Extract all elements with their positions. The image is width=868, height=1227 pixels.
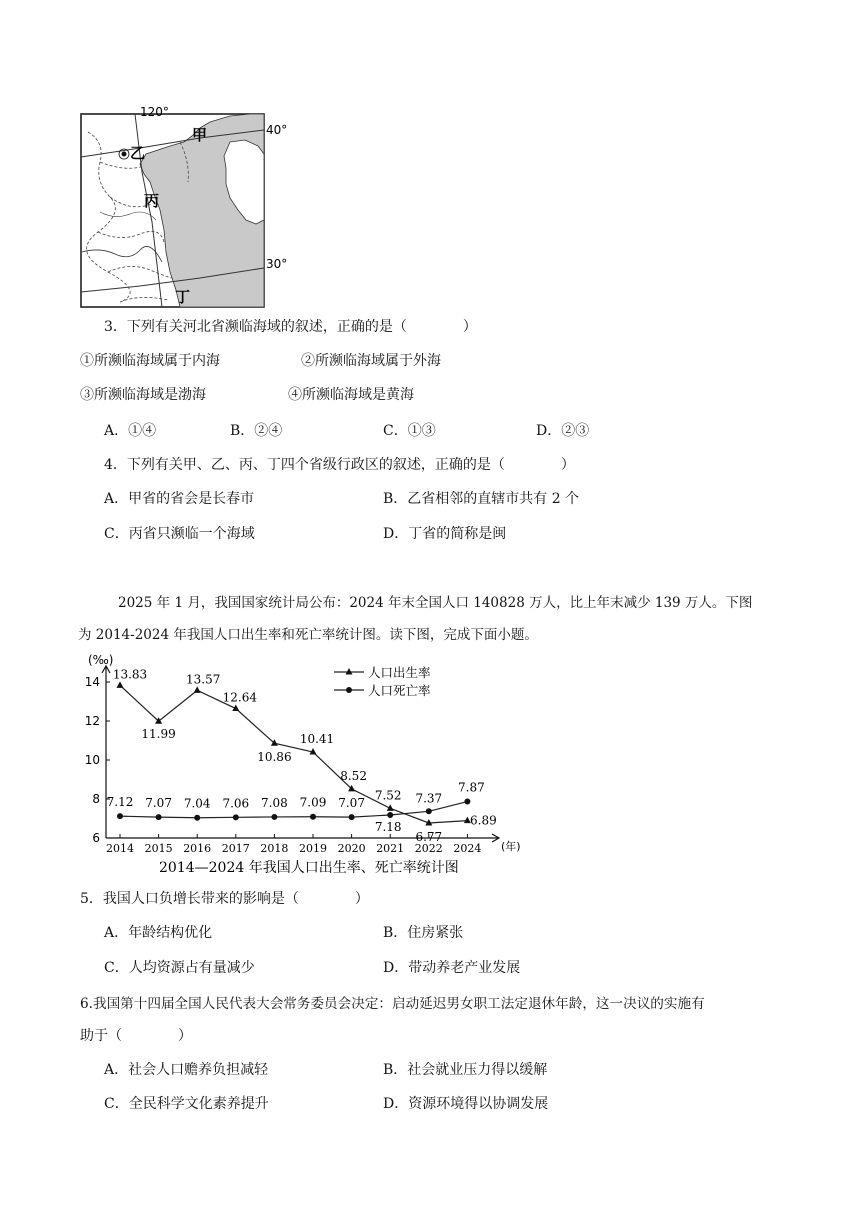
death-rate-point	[349, 814, 355, 820]
death-rate-point	[387, 812, 393, 818]
q6-stem-line-1: 6.我国第十四届全国人民代表大会常务委员会决定：启动延迟男女职工法定退休年龄，这一决议的实施有	[80, 996, 705, 1012]
q3-option-b[interactable]: B．②④	[230, 423, 283, 439]
death-rate-label: 7.12	[106, 795, 134, 810]
x-tick-label: 2021	[376, 842, 405, 855]
legend-label: 人口死亡率	[368, 683, 431, 698]
q6-option-c[interactable]: C．全民科学文化素养提升	[104, 1096, 269, 1112]
region-bing: 丙	[144, 192, 160, 210]
death-rate-point	[310, 814, 316, 820]
x-tick-label: 2024	[453, 842, 482, 855]
region-jia: 甲	[192, 126, 208, 144]
q3-item-2: ②所濒临海域属于外海	[301, 353, 441, 369]
q3-item-4: ④所濒临海域是黄海	[288, 387, 414, 403]
birth-rate-label: 11.99	[141, 727, 176, 742]
y-tick-label: 14	[84, 675, 100, 689]
capital-marker	[122, 152, 127, 157]
y-tick-label: 8	[92, 792, 100, 806]
legend-label: 人口出生率	[368, 665, 431, 680]
death-rate-point	[426, 808, 432, 814]
q4-stem: 4．下列有关甲、乙、丙、丁四个省级行政区的叙述，正确的是（ ）	[104, 457, 575, 473]
q4-option-a[interactable]: A．甲省的省会是长春市	[104, 491, 255, 507]
x-tick-label: 2017	[221, 842, 250, 855]
x-tick-label: 2022	[414, 842, 443, 855]
birth-rate-label: 6.77	[415, 829, 443, 844]
x-tick-label: 2014	[106, 842, 134, 855]
x-tick-label: 2015	[144, 842, 173, 855]
q5-option-a[interactable]: A．年龄结构优化	[104, 925, 213, 941]
x-tick-label: 2016	[183, 842, 212, 855]
region-ding: 丁	[175, 288, 191, 306]
birth-rate-label: 12.64	[222, 690, 257, 705]
death-rate-label: 7.06	[222, 796, 250, 811]
q3-item-3: ③所濒临海域是渤海	[80, 387, 206, 403]
death-rate-label: 7.87	[458, 780, 485, 795]
death-rate-point	[464, 799, 470, 805]
q6-option-d[interactable]: D．资源环境得以协调发展	[383, 1096, 549, 1112]
death-rate-point	[271, 814, 277, 820]
q5-stem: 5．我国人口负增长带来的影响是（ ）	[80, 891, 369, 907]
birth-rate-label: 13.57	[186, 672, 221, 687]
q4-option-d[interactable]: D．丁省的简称是闽	[383, 526, 507, 542]
death-rate-label: 7.04	[183, 796, 211, 811]
death-rate-label: 7.09	[299, 795, 327, 810]
y-tick-label: 10	[84, 753, 100, 767]
q5-option-b[interactable]: B．住房紧张	[383, 925, 464, 941]
intro-line-2: 为 2014-2024 年我国人口出生率和死亡率统计图。读下图，完成下面小题。	[78, 627, 538, 643]
death-rate-label: 7.37	[415, 791, 443, 806]
chart-title: 2014—2024 年我国人口出生率、死亡率统计图	[159, 860, 459, 876]
q3-option-d[interactable]: D．②③	[536, 423, 590, 439]
q6-stem-line-2: 助于（ ）	[80, 1028, 192, 1044]
q3-option-c[interactable]: C．①③	[383, 423, 436, 439]
birth-rate-label: 6.89	[470, 813, 497, 828]
lat-40-label: 40°	[266, 123, 288, 137]
lon-120-label: 120°	[140, 105, 169, 119]
region-map	[80, 102, 288, 310]
q6-option-a[interactable]: A．社会人口赡养负担减轻	[104, 1062, 269, 1078]
death-rate-label: 7.08	[261, 795, 288, 810]
x-axis-unit: (年)	[501, 840, 521, 853]
q6-option-b[interactable]: B．社会就业压力得以缓解	[383, 1062, 548, 1078]
birth-rate-label: 8.52	[340, 768, 367, 783]
legend-triangle-marker	[346, 668, 353, 675]
lat-30-label: 30°	[266, 257, 288, 271]
birth-rate-point	[194, 686, 201, 693]
q5-option-c[interactable]: C．人均资源占有量减少	[104, 960, 255, 976]
population-rate-chart	[84, 652, 524, 880]
q3-option-a[interactable]: A．①④	[104, 423, 157, 439]
birth-rate-label: 7.52	[374, 788, 402, 803]
death-rate-point	[117, 813, 123, 819]
death-rate-label: 7.07	[338, 796, 365, 811]
region-yi: 乙	[130, 144, 146, 162]
birth-rate-label: 10.86	[257, 750, 292, 765]
death-rate-point	[194, 815, 200, 821]
q3-stem: 3．下列有关河北省濒临海域的叙述，正确的是（ ）	[104, 319, 477, 335]
death-rate-point	[156, 814, 162, 820]
birth-rate-point	[117, 681, 124, 688]
legend-circle-marker	[346, 687, 352, 693]
birth-rate-point	[271, 739, 278, 746]
x-tick-label: 2018	[260, 842, 289, 855]
birth-rate-label: 13.83	[112, 667, 148, 682]
death-rate-label: 7.07	[145, 796, 172, 811]
q3-item-1: ①所濒临海域属于内海	[80, 353, 220, 369]
death-rate-label: 7.18	[374, 819, 402, 834]
q4-option-c[interactable]: C．丙省只濒临一个海域	[104, 526, 255, 542]
y-tick-label: 6	[92, 831, 100, 845]
y-tick-label: 12	[84, 714, 100, 728]
x-tick-label: 2020	[337, 842, 366, 855]
death-rate-point	[233, 814, 239, 820]
intro-line-1: 2025 年 1 月，我国国家统计局公布：2024 年末全国人口 140828 万人，比上年末减少 139 万人。下图	[118, 595, 753, 611]
y-axis-unit: (‰)	[88, 653, 114, 667]
birth-rate-label: 10.41	[299, 732, 335, 747]
q4-option-b[interactable]: B．乙省相邻的直辖市共有 2 个	[383, 491, 580, 507]
x-tick-label: 2019	[299, 842, 327, 855]
q5-option-d[interactable]: D．带动养老产业发展	[383, 960, 521, 976]
